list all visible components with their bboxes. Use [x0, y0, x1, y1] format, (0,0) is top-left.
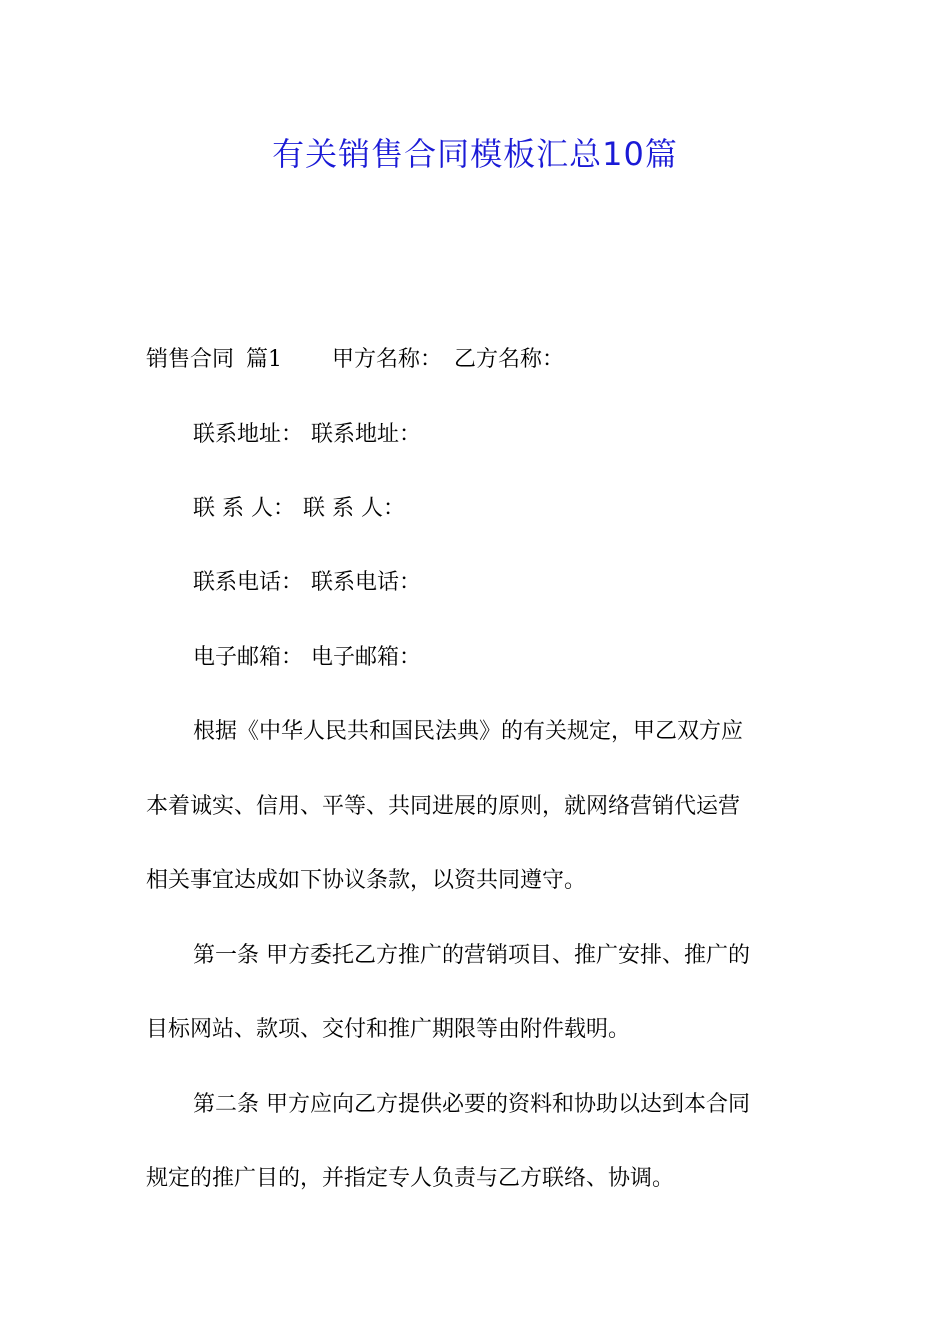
address-row — [193, 420, 421, 450]
section-number: 篇1 — [246, 347, 283, 372]
party-b-address-label: 联系地址： — [311, 422, 422, 447]
body-line: 第二条 甲方应向乙方提供必要的资料和协助以达到本合同 — [193, 1092, 750, 1117]
body-line: 规定的推广目的，并指定专人负责与乙方联络、协调。 — [146, 1166, 675, 1191]
party-b-contact-label: 联 系 人： — [303, 496, 405, 521]
party-a-contact-label: 联 系 人： — [193, 496, 295, 521]
phone-row — [193, 568, 421, 598]
party-a-name-label: 甲方名称： — [332, 347, 443, 372]
body-line: 第一条 甲方委托乙方推广的营销项目、推广安排、推广的 — [193, 943, 750, 968]
contract-header-row — [146, 345, 564, 375]
document-title: 有关销售合同模板汇总10篇 — [272, 135, 678, 173]
contact-person-row — [193, 494, 405, 524]
section-label: 销售合同 — [146, 347, 235, 372]
party-a-phone-label: 联系电话： — [193, 570, 304, 595]
party-a-email-label: 电子邮箱： — [193, 645, 304, 670]
body-line: 目标网站、款项、交付和推广期限等由附件载明。 — [146, 1017, 631, 1042]
party-a-address-label: 联系地址： — [193, 422, 304, 447]
party-b-email-label: 电子邮箱： — [311, 645, 422, 670]
party-b-name-label: 乙方名称： — [454, 347, 565, 372]
body-line: 本着诚实、信用、平等、共同进展的原则，就网络营销代运营 — [146, 794, 741, 819]
email-row — [193, 643, 421, 673]
body-line: 根据《中华人民共和国民法典》的有关规定，甲乙双方应 — [193, 719, 744, 744]
body-line: 相关事宜达成如下协议条款，以资共同遵守。 — [146, 868, 587, 893]
party-b-phone-label: 联系电话： — [311, 570, 422, 595]
